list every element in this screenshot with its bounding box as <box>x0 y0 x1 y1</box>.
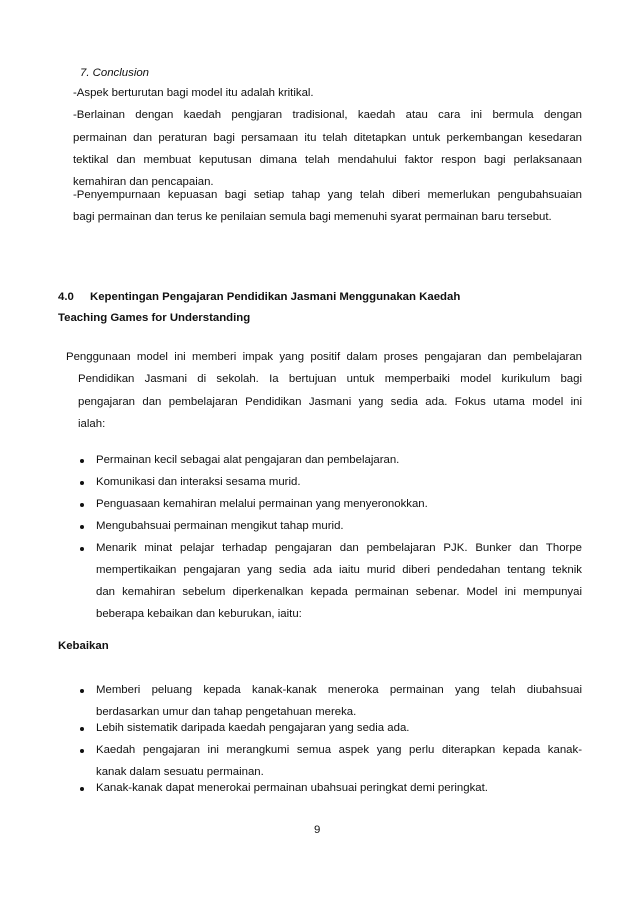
bullet-icon <box>80 727 84 731</box>
conclusion-line-1: -Aspek berturutan bagi model itu adalah kritikal. <box>73 87 314 99</box>
focus-item-3: Penguasaan kemahiran melalui permainan yang menyeronokkan. <box>96 498 428 510</box>
focus-item-4: Mengubahsuai permainan mengikut tahap murid. <box>96 520 344 532</box>
focus-item-5-line-4: beberapa kebaikan dan keburukan, iaitu: <box>96 608 302 620</box>
focus-item-5-line-2: mempertikaikan pengajaran yang sedia ada iaitu murid diberi pendedahan tentang teknik <box>96 564 582 576</box>
focus-item-5-line-1: Menarik minat pelajar terhadap pengajaran dan pembelajaran PJK. Bunker dan Thorpe <box>96 542 582 554</box>
bullet-icon <box>80 749 84 753</box>
bullet-icon <box>80 481 84 485</box>
bullet-icon <box>80 547 84 551</box>
intro-line-1: Penggunaan model ini memberi impak yang positif dalam proses pengajaran dan pembelajaran <box>66 351 582 363</box>
kebaikan-item-2: Lebih sistematik daripada kaedah pengajaran yang sedia ada. <box>96 722 410 734</box>
section-number: 4.0 <box>58 291 74 303</box>
kebaikan-item-4: Kanak-kanak dapat menerokai permainan ubahsuai peringkat demi peringkat. <box>96 782 488 794</box>
kebaikan-heading: Kebaikan <box>58 640 109 652</box>
bullet-icon <box>80 689 84 693</box>
conclusion-line-6: -Penyempurnaan kepuasan bagi setiap tahap yang telah diberi memerlukan pengubahsuaian <box>73 189 582 201</box>
conclusion-line-7: bagi permainan dan terus ke penilaian semula bagi memenuhi syarat permainan baru tersebut. <box>73 211 552 223</box>
focus-item-2: Komunikasi dan interaksi sesama murid. <box>96 476 301 488</box>
conclusion-line-4: tektikal dan membuat keputusan dimana telah mendahului faktor respon bagi perlaksanaan <box>73 154 582 166</box>
conclusion-line-3: permainan dan peraturan bagi persamaan itu telah ditetapkan untuk perkembangan kesedaran <box>73 132 582 144</box>
kebaikan-item-1-line-2: berdasarkan umur dan tahap pengetahuan mereka. <box>96 706 357 718</box>
kebaikan-item-3-line-1: Kaedah pengajaran ini merangkumi semua aspek yang perlu diterapkan kepada kanak- <box>96 744 582 756</box>
intro-line-4: ialah: <box>78 418 106 430</box>
section-heading-line-1: Kepentingan Pengajaran Pendidikan Jasmani Menggunakan Kaedah <box>90 291 461 303</box>
intro-line-2: Pendidikan Jasmani di sekolah. Ia bertujuan untuk memperbaiki model kurikulum bagi <box>78 373 582 385</box>
bullet-icon <box>80 525 84 529</box>
focus-item-5-line-3: dan kemahiran sebelum diperkenalkan kepada permainan sebenar. Model ini mempunyai <box>96 586 582 598</box>
kebaikan-item-1-line-1: Memberi peluang kepada kanak-kanak meneroka permainan yang telah diubahsuai <box>96 684 582 696</box>
conclusion-line-5: kemahiran dan pencapaian. <box>73 176 214 188</box>
bullet-icon <box>80 459 84 463</box>
conclusion-line-2: -Berlainan dengan kaedah pengjaran tradisional, kaedah atau cara ini bermula dengan <box>73 109 582 121</box>
kebaikan-item-3-line-2: kanak dalam sesuatu permainan. <box>96 766 264 778</box>
conclusion-title: 7. Conclusion <box>80 67 150 79</box>
page-number: 9 <box>314 824 321 836</box>
intro-line-3: pengajaran dan pembelajaran Pendidikan Jasmani yang sedia ada. Fokus utama model ini <box>78 396 582 408</box>
bullet-icon <box>80 503 84 507</box>
focus-item-1: Permainan kecil sebagai alat pengajaran dan pembelajaran. <box>96 454 400 466</box>
section-heading-line-2: Teaching Games for Understanding <box>58 312 251 324</box>
bullet-icon <box>80 787 84 791</box>
